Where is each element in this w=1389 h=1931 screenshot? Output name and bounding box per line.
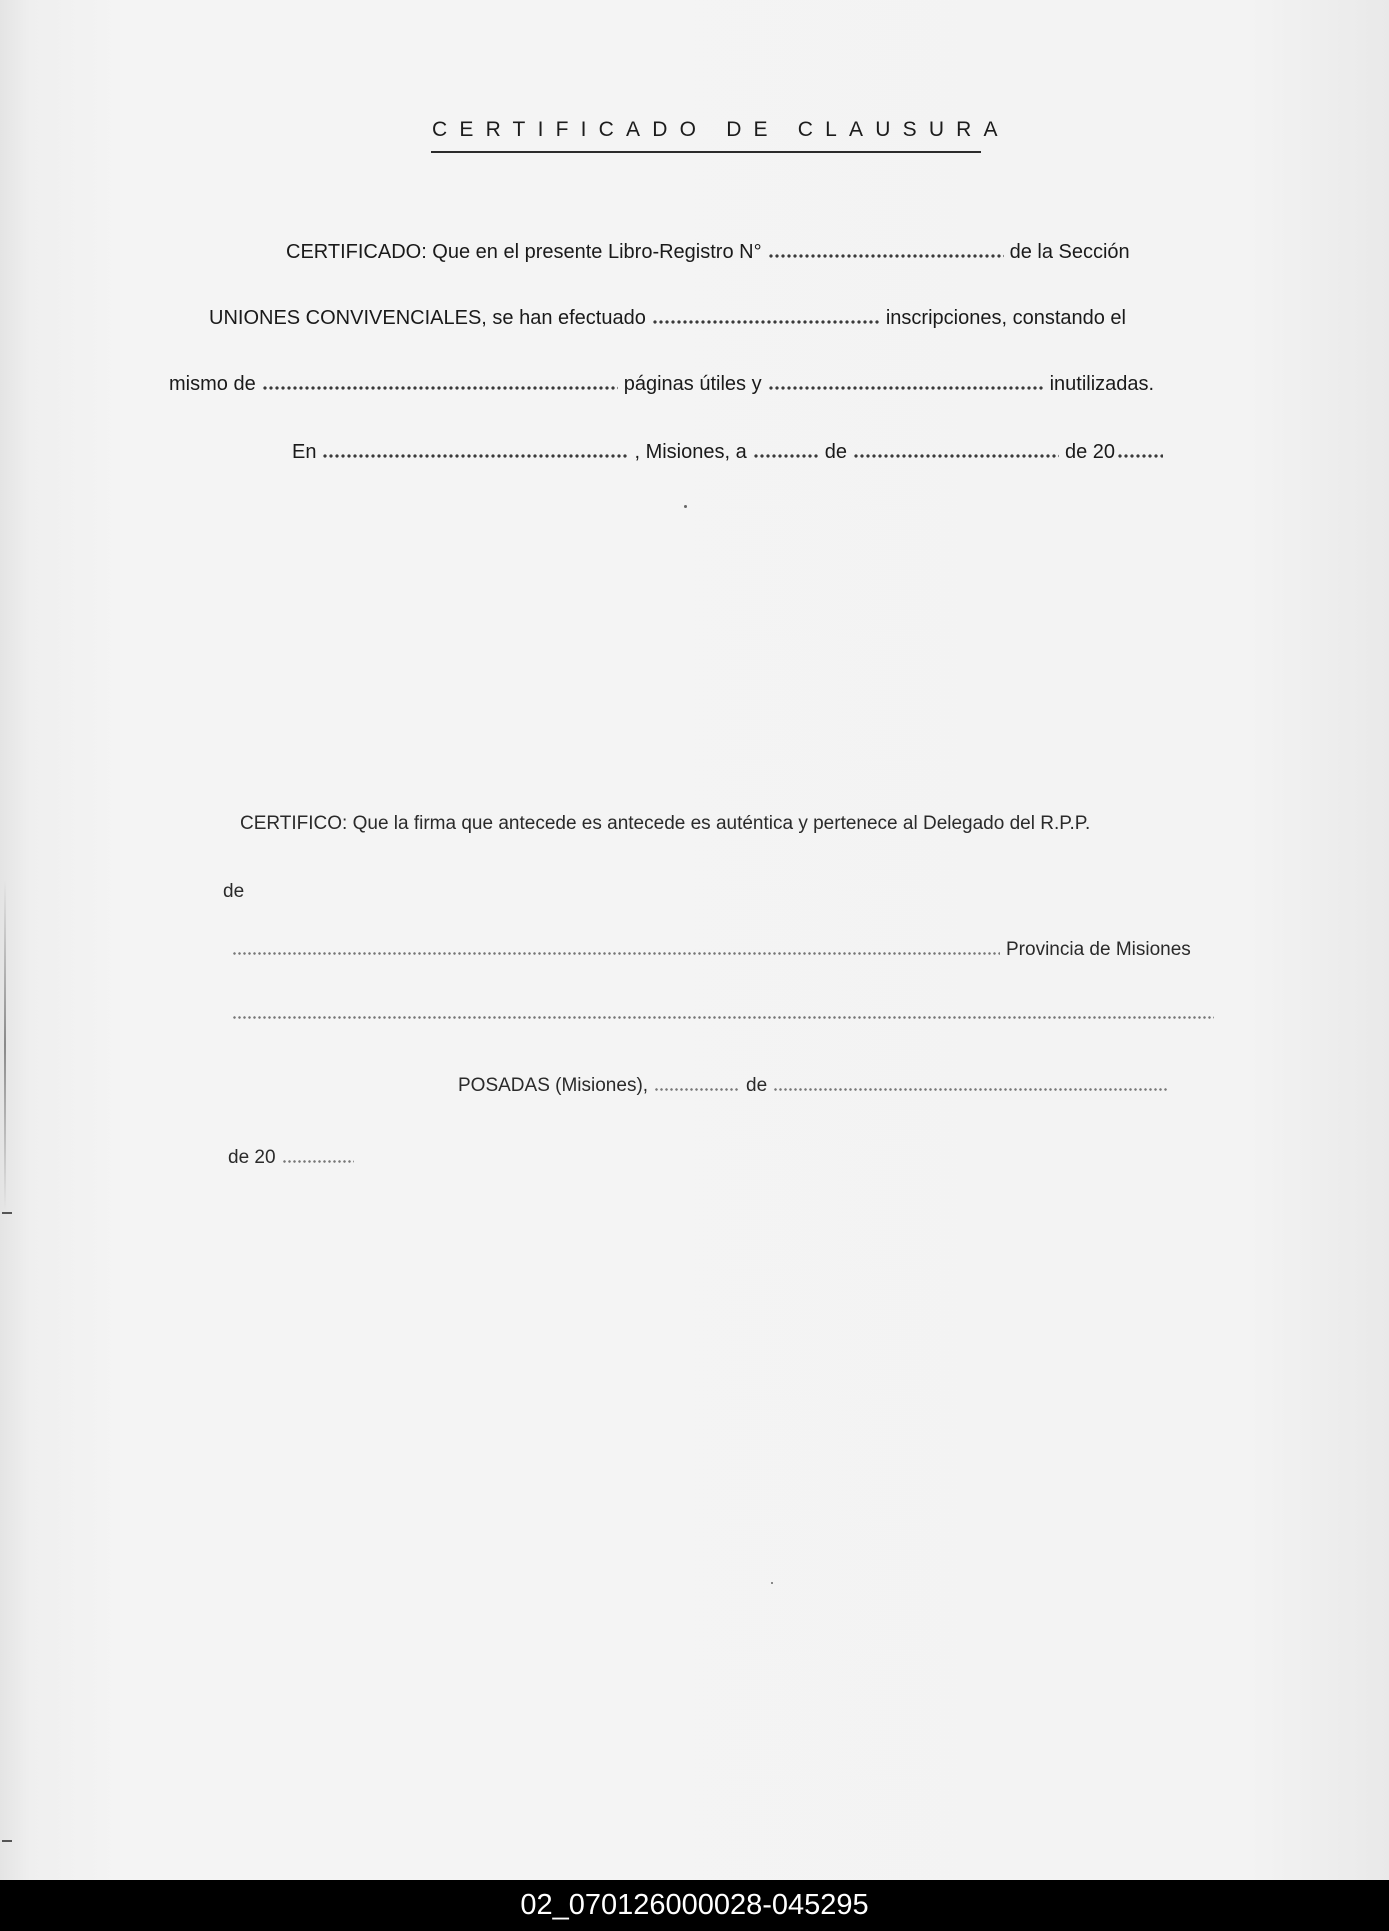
certificado-line-3 [169, 372, 1154, 396]
certifico-line-3 [232, 938, 1191, 962]
blank-field-inscripciones [652, 320, 880, 324]
certifico-line-4 [232, 1002, 1220, 1026]
certifico-line-6 [228, 1146, 360, 1170]
text: UNIONES CONVIVENCIALES, se han efectuado [209, 307, 646, 329]
text: de 20 [228, 1147, 276, 1168]
scan-edge-mark [2, 1212, 12, 1214]
text: de [824, 441, 847, 463]
text: de la Sección [1009, 241, 1130, 263]
text: CERTIFICADO: Que en el presente Libro-Registro N° [286, 241, 762, 263]
title-underline [431, 151, 981, 153]
scan-speck [684, 505, 687, 508]
text: inscripciones, constando el [885, 307, 1126, 329]
blank-field-paginas [262, 386, 618, 390]
blank-field-mes-2 [773, 1088, 1169, 1091]
blank-field-libro [768, 254, 1004, 258]
blank-field-anio [1117, 454, 1163, 458]
certificado-line-2 [209, 306, 1126, 330]
scan-id-footer: 02_070126000028-045295 [0, 1880, 1389, 1931]
certifico-line-2: de [223, 881, 245, 902]
blank-field-inutilizadas [768, 386, 1044, 390]
document-title: CERTIFICADO DE CLAUSURA [432, 118, 1010, 141]
scan-speck [771, 1582, 773, 1584]
text: inutilizadas. [1049, 373, 1155, 395]
text: mismo de [169, 373, 256, 395]
blank-field-firma [232, 1016, 1214, 1019]
blank-field-mes [853, 454, 1059, 458]
blank-field-lugar [322, 454, 628, 458]
text: de [746, 1075, 768, 1096]
blank-field-anio-2 [282, 1160, 354, 1163]
blank-field-delegado [232, 952, 1000, 955]
scan-edge-line [4, 880, 6, 1210]
text: de 20 [1064, 441, 1116, 463]
certifico-line-5 [458, 1074, 1175, 1098]
text: En [292, 441, 317, 463]
text: POSADAS (Misiones), [458, 1075, 649, 1096]
certificado-line-4 [292, 440, 1169, 464]
blank-field-dia [753, 454, 819, 458]
text: , Misiones, a [634, 441, 747, 463]
text: Provincia de Misiones [1006, 939, 1191, 960]
text: páginas útiles y [623, 373, 762, 395]
certifico-line-1: CERTIFICO: Que la firma que antecede es antecede es auténtica y pertenece al Delegado del R.P.P. [240, 813, 1091, 834]
blank-field-dia-2 [654, 1088, 740, 1091]
certificado-line-1 [286, 240, 1130, 264]
scan-edge-mark [2, 1840, 12, 1842]
